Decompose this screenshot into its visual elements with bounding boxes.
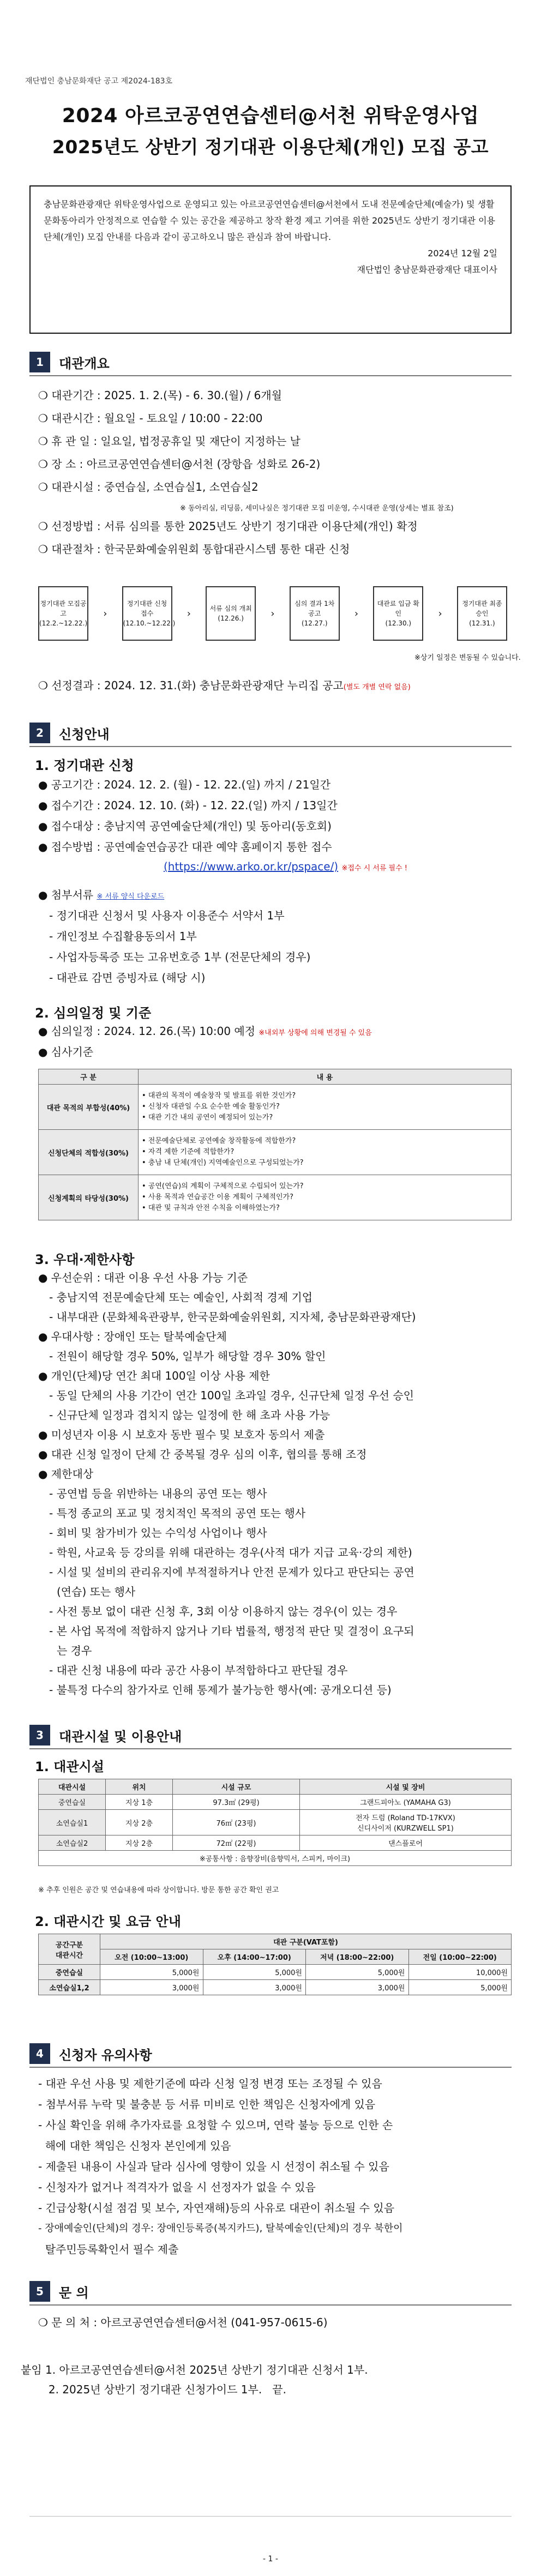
table-row	[39, 1130, 512, 1175]
section-2-header	[29, 720, 512, 747]
table-row	[39, 1980, 512, 1995]
fee-col: 저녁 (18:00~22:00)	[306, 1949, 409, 1965]
facility-cell: 지상 1층	[106, 1795, 173, 1810]
overview-procedure: ❍ 대관절차 : 한국문화예술위원회 통합대관시스템 통한 대관 신청	[38, 543, 350, 556]
title-main: 2024 아르코공연연습센터@서천 위탁운영사업	[62, 105, 479, 127]
flow-step	[122, 586, 176, 641]
fee-cell: 3,000원	[203, 1980, 306, 1995]
section-number: 1	[29, 352, 50, 372]
limits-max-days: ● 개인(단체)당 연간 최대 100일 이상 사용 제한	[38, 1369, 270, 1382]
caution-item: - 첨부서류 누락 및 불충분 등 서류 미비로 인한 책임은 신청자에게 있음	[38, 2098, 376, 2111]
table-row	[39, 1810, 512, 1835]
fee-cell: 5,000원	[100, 1965, 203, 1980]
apply-doc-4: - 대관료 감면 증빙자료 (해당 시)	[49, 971, 206, 984]
flow-step	[206, 586, 256, 641]
overview-method: ❍ 선정방법 : 서류 심의를 통한 2025년도 상반기 정기대관 이용단체(개인) 확정	[38, 520, 418, 533]
facility-cell: 중연습실	[39, 1795, 106, 1810]
apply-method: ● 접수방법 : 공연예술연습공간 대관 예약 홈페이지 통한 접수	[38, 840, 332, 853]
facility-cell: 지상 2층	[106, 1810, 173, 1835]
subheading-limits: 3. 우대·제한사항	[35, 1252, 135, 1267]
facility-head: 위치	[106, 1779, 173, 1795]
flow-step-date: (12.30.)	[385, 619, 412, 627]
limits-priority: ● 우선순위 : 대관 이용 우선 사용 가능 기준	[38, 1271, 248, 1284]
flow-step-date: (12.26.)	[218, 615, 244, 622]
criteria-key: 대관 목적의 부합성(40%)	[39, 1085, 139, 1130]
limits-preference: ● 우대사항 : 장애인 또는 탈북예술단체	[38, 1330, 227, 1343]
flow-step-date: (12.2.~12.22.)	[39, 619, 88, 627]
flow-step	[290, 586, 340, 641]
fee-cell: 3,000원	[100, 1980, 203, 1995]
facility-cell: 76㎡ (23평)	[173, 1810, 300, 1835]
criteria-value: • 전문예술단체로 공연예술 창작활동에 적합한가? • 자격 제한 기준에 적합한가? • 충남 내 단체(개인) 지역예술인으로 구성되었는가?	[139, 1130, 512, 1175]
flow-step	[373, 586, 423, 641]
fee-col: 오후 (14:00~17:00)	[203, 1949, 306, 1965]
flow-step-date: (12.10.~12.22.)	[123, 619, 176, 627]
notice-body: 충남문화관광재단 위탁운영사업으로 운영되고 있는 아르코공연연습센터@서천에서 도내 전문예술단체(예술가) 및 생활문화동아리가 안정적으로 연습할 수 있는 공간을 제공하고 창작 환경 제고 기여를 위한 2025년도 상반기 정기대관 이용단체(개인) 모집 안내를 다음과 같이 공고하오니 많은 관심과 참여 바랍니다.	[44, 199, 495, 242]
overview-facility-note: ※ 동아리실, 리딩룸, 세미나실은 정기대관 모집 미운영, 수시대관 운영(상세는 별표 참조)	[180, 504, 454, 513]
flow-note: ※상기 일정은 변동될 수 있습니다.	[414, 654, 521, 662]
facility-cell: 소연습실1	[39, 1810, 106, 1835]
procedure-flow	[38, 581, 507, 646]
section-title: 신청자 유의사항	[59, 2047, 152, 2063]
flow-step	[38, 586, 88, 641]
criteria-head-category: 구 분	[39, 1069, 139, 1085]
fee-col: 전일 (10:00~22:00)	[408, 1949, 512, 1965]
section-1-header	[29, 349, 512, 376]
review-date-text: ● 심의일정 : 2024. 12. 26.(목) 10:00 예정	[38, 1025, 256, 1038]
fee-table	[38, 1934, 512, 1995]
chevron-right-icon: ›	[354, 607, 359, 619]
section-title: 문 의	[59, 2285, 89, 2301]
flow-step	[457, 586, 507, 641]
review-date-note: ※내외부 상황에 의해 변경될 수 있음	[259, 1029, 372, 1037]
selection-result-text: ❍ 선정결과 : 2024. 12. 31.(화) 충남문화관광재단 누리집 공고	[38, 679, 344, 692]
section-title: 대관개요	[59, 356, 110, 371]
subheading-fee: 2. 대관시간 및 요금 안내	[35, 1914, 181, 1929]
limits-restricted-i: - 불특정 다수의 참가자로 인해 통제가 불가능한 행사(예: 공개오디션 등)	[49, 1683, 392, 1696]
fee-cell: 소연습실1,2	[39, 1980, 100, 1995]
criteria-key: 신청단체의 적합성(30%)	[39, 1130, 139, 1175]
fee-head-top: 대관 구분(VAT포함)	[100, 1934, 512, 1949]
criteria-value: • 공연(연습)의 계획이 구체적으로 수립되어 있는가? • 사용 목적과 연습공간 이용 계획이 구체적인가? • 대관 및 규칙과 안전 수칙을 이해하였는가?	[139, 1175, 512, 1220]
review-criteria-label: ● 심사기준	[38, 1045, 94, 1058]
table-row	[39, 1835, 512, 1851]
table-row	[39, 1175, 512, 1220]
attachment-1: 붙임 1. 아르코공연연습센터@서천 2025년 상반기 정기대관 신청서 1부.	[21, 2363, 368, 2376]
facility-cell: 97.3㎡ (29평)	[173, 1795, 300, 1810]
limits-restricted-e: - 시설 및 설비의 관리유지에 부적절하거나 안전 문제가 있다고 판단되는 공연	[49, 1566, 414, 1579]
fee-cell: 3,000원	[306, 1980, 409, 1995]
limits-priority-b: - 내부대관 (문화체육관광부, 한국문화예술위원회, 지자체, 충남문화관광재단)	[49, 1310, 416, 1323]
title-sub: 2025년도 상반기 정기대관 이용단체(개인) 모집 공고	[52, 136, 489, 158]
caution-item: - 사실 확인을 위해 추가자료를 요청할 수 있으며, 연락 불능 등으로 인한 손	[38, 2118, 393, 2132]
criteria-key: 신청계획의 타당성(30%)	[39, 1175, 139, 1220]
facility-cell: 72㎡ (22평)	[173, 1835, 300, 1851]
apply-doc-2: - 개인정보 수집활용동의서 1부	[49, 930, 197, 943]
notice-box	[29, 185, 512, 334]
document-number: 재단법인 충남문화재단 공고 제2024-183호	[25, 77, 173, 86]
selection-result	[38, 677, 411, 696]
apply-doc-1: - 정기대관 신청서 및 사용자 이용준수 서약서 1부	[49, 909, 285, 922]
limits-restricted-h: - 대관 신청 내용에 따라 공간 사용이 부적합하다고 판단될 경우	[49, 1664, 348, 1677]
caution-item: - 긴급상황(시설 점검 및 보수, 자연재해)등의 사유로 대관이 취소될 수 있음	[38, 2201, 395, 2214]
apply-docs-label: ● 첨부서류	[38, 888, 94, 901]
facility-head: 시설 규모	[173, 1779, 300, 1795]
flow-step-label: 정기대관 최종 승인	[462, 600, 502, 617]
section-4-header	[29, 2041, 512, 2068]
section-3-header	[29, 1722, 512, 1749]
criteria-value: • 대관의 목적이 예술창작 및 발표를 위한 것인가? • 신청자 대관일 수요 순수한 예술 활동인가? • 대관 기간 내의 공연이 예정되어 있는가?	[139, 1085, 512, 1130]
fee-cell: 10,000원	[408, 1965, 512, 1980]
caution-item: - 장애예술인(단체)의 경우: 장애인등록증(복지카드), 탈북예술인(단체)의 경우 북한이	[38, 2223, 403, 2234]
attachment-2: 2. 2025년 상반기 정기대관 신청가이드 1부. 끝.	[21, 2383, 286, 2396]
facility-cell: 지상 2층	[106, 1835, 173, 1851]
caution-item: - 제출된 내용이 사실과 달라 심사에 영향이 있을 시 선정이 취소될 수 있음	[38, 2160, 389, 2173]
table-row	[39, 1795, 512, 1810]
limits-overlap: ● 대관 신청 일정이 단체 간 중복될 경우 심의 이후, 협의를 통해 조정	[38, 1448, 367, 1461]
caution-item: - 신청자가 없거나 적격자가 없을 시 선정자가 없을 수 있음	[38, 2181, 316, 2194]
facility-cell: 전자 드럼 (Roland TD-17KVX) 신디사이저 (KURZWELL SP1)	[300, 1810, 512, 1835]
limits-restricted-a: - 공연법 등을 위반하는 내용의 공연 또는 행사	[49, 1487, 267, 1500]
flow-step-label: 심의 결과 1차 공고	[294, 600, 335, 617]
review-date	[38, 1023, 372, 1042]
flow-step-label: 정기대관 신청 접수	[127, 600, 167, 617]
fee-cell: 5,000원	[408, 1980, 512, 1995]
limits-restricted-d: - 학원, 사교육 등 강의를 위해 대관하는 경우(사적 대가 지급 교육·강의 제한)	[49, 1546, 412, 1559]
subheading-apply: 1. 정기대관 신청	[35, 758, 134, 773]
section-title: 신청안내	[59, 726, 110, 742]
section-number: 3	[29, 1725, 50, 1746]
facility-cell: 댄스플로어	[300, 1835, 512, 1851]
fee-cell: 5,000원	[203, 1965, 306, 1980]
limits-max-days-b: - 신규단체 일정과 겹치지 않는 일정에 한 해 초과 사용 가능	[49, 1409, 330, 1422]
limits-restricted-f: - 사전 통보 없이 대관 신청 후, 3회 이상 이용하지 않는 경우(이 있는 경우	[49, 1605, 398, 1618]
flow-step-date: (12.31.)	[469, 619, 495, 627]
limits-preference-a: - 전원이 해당할 경우 50%, 일부가 해당할 경우 30% 할인	[49, 1350, 326, 1363]
flow-step-label: 대관료 입금 확인	[377, 600, 419, 617]
limits-restricted-b: - 특정 종교의 포교 및 정치적인 목적의 공연 또는 행사	[49, 1507, 306, 1520]
flow-step-label: 서류 심의 개최	[209, 605, 252, 612]
contact-info: ❍ 문 의 처 : 아르코공연연습센터@서천 (041-957-0615-6)	[38, 2316, 328, 2329]
apply-receipt-period: ● 접수기간 : 2024. 12. 10. (화) - 12. 22.(일) 까지 / 13일간	[38, 799, 338, 812]
limits-max-days-a: - 동일 단체의 사용 기간이 연간 100일 초과일 경우, 신규단체 일정 우선 승인	[49, 1389, 414, 1402]
criteria-table	[38, 1069, 512, 1220]
overview-place: ❍ 장 소 : 아르코공연연습센터@서천 (장항읍 성화로 26-2)	[38, 458, 321, 471]
apply-docs	[38, 887, 164, 905]
limits-priority-a: - 충남지역 전문예술단체 또는 예술인, 사회적 경제 기업	[49, 1291, 313, 1304]
facility-note: ※ 추후 인원은 공간 및 연습내용에 따라 상이합니다. 방문 통한 공간 확인 권고	[38, 1886, 279, 1894]
section-number: 2	[29, 723, 50, 743]
section-number: 5	[29, 2281, 50, 2302]
limits-restricted: ● 제한대상	[38, 1467, 94, 1480]
footer-divider	[29, 2516, 512, 2517]
facility-head: 대관시설	[39, 1779, 106, 1795]
apply-target: ● 접수대상 : 충남지역 공연예술단체(개인) 및 동아리(동호회)	[38, 820, 332, 833]
subheading-review: 2. 심의일정 및 기준	[35, 1006, 152, 1021]
apply-url-link[interactable]: (https://www.arko.or.kr/pspace/)	[164, 860, 339, 873]
page-number: - 1 -	[263, 2555, 278, 2563]
fee-head-left: 공간구분 대관시간	[39, 1934, 100, 1965]
overview-facility: ❍ 대관시설 : 중연습실, 소연습실1, 소연습실2	[38, 480, 259, 493]
apply-url-note: ※접수 시 서류 필수 !	[341, 864, 408, 872]
docs-download-link[interactable]: ※ 서류 양식 다운로드	[97, 893, 165, 901]
table-row	[39, 1965, 512, 1980]
flow-step-date: (12.27.)	[301, 619, 328, 627]
facility-table	[38, 1779, 512, 1866]
caution-item: 탈주민등록확인서 필수 제출	[38, 2243, 179, 2256]
section-5-header	[29, 2278, 512, 2306]
facility-cell: 그랜드피아노 (YAMAHA G3)	[300, 1795, 512, 1810]
chevron-right-icon: ›	[438, 607, 442, 619]
caution-item: 해에 대한 책임은 신청자 본인에게 있음	[38, 2139, 231, 2152]
table-row	[39, 1085, 512, 1130]
selection-result-note: (별도 개별 연락 없음)	[343, 683, 411, 691]
limits-restricted-e2: (연습) 또는 행사	[57, 1585, 136, 1598]
facility-common: ※공통사항 : 음향장비(음향믹서, 스피커, 마이크)	[39, 1851, 512, 1866]
fee-cell: 중연습실	[39, 1965, 100, 1980]
chevron-right-icon: ›	[270, 607, 275, 619]
fee-cell: 5,000원	[306, 1965, 409, 1980]
section-title: 대관시설 및 이용안내	[59, 1729, 182, 1744]
apply-notice-period: ● 공고기간 : 2024. 12. 2. (월) - 12. 22.(일) 까지 / 21일간	[38, 778, 331, 791]
limits-restricted-g2: 는 경우	[57, 1644, 92, 1657]
flow-step-label: 정기대관 모집공고	[40, 600, 87, 617]
apply-url-line	[164, 858, 407, 877]
overview-time: ❍ 대관시간 : 월요일 - 토요일 / 10:00 - 22:00	[38, 412, 263, 425]
section-number: 4	[29, 2043, 50, 2064]
overview-closed: ❍ 휴 관 일 : 일요일, 법정공휴일 및 재단이 지정하는 날	[38, 435, 300, 448]
notice-date: 2024년 12월 2일	[428, 248, 497, 258]
overview-period: ❍ 대관기간 : 2025. 1. 2.(목) - 6. 30.(월) / 6개월	[38, 389, 282, 402]
facility-cell: 소연습실2	[39, 1835, 106, 1851]
limits-restricted-g: - 본 사업 목적에 적합하지 않거나 기타 법률적, 행정적 판단 및 결정이 요구되	[49, 1624, 414, 1638]
limits-minor: ● 미성년자 이용 시 보호자 동반 필수 및 보호자 동의서 제출	[38, 1428, 325, 1441]
criteria-head-content: 내 용	[139, 1069, 512, 1085]
subheading-facility: 1. 대관시설	[35, 1759, 104, 1774]
chevron-right-icon: ›	[187, 607, 191, 619]
facility-head: 시설 및 장비	[300, 1779, 512, 1795]
table-row	[39, 1851, 512, 1866]
limits-restricted-c: - 회비 및 참가비가 있는 수익성 사업이나 행사	[49, 1526, 267, 1539]
chevron-right-icon: ›	[103, 607, 107, 619]
apply-doc-3: - 사업자등록증 또는 고유번호증 1부 (전문단체의 경우)	[49, 950, 311, 964]
fee-col: 오전 (10:00~13:00)	[100, 1949, 203, 1965]
notice-sign: 재단법인 충남문화관광재단 대표이사	[357, 264, 497, 275]
caution-item: - 대관 우선 사용 및 제한기준에 따라 신청 일정 변경 또는 조정될 수 있음	[38, 2077, 382, 2090]
